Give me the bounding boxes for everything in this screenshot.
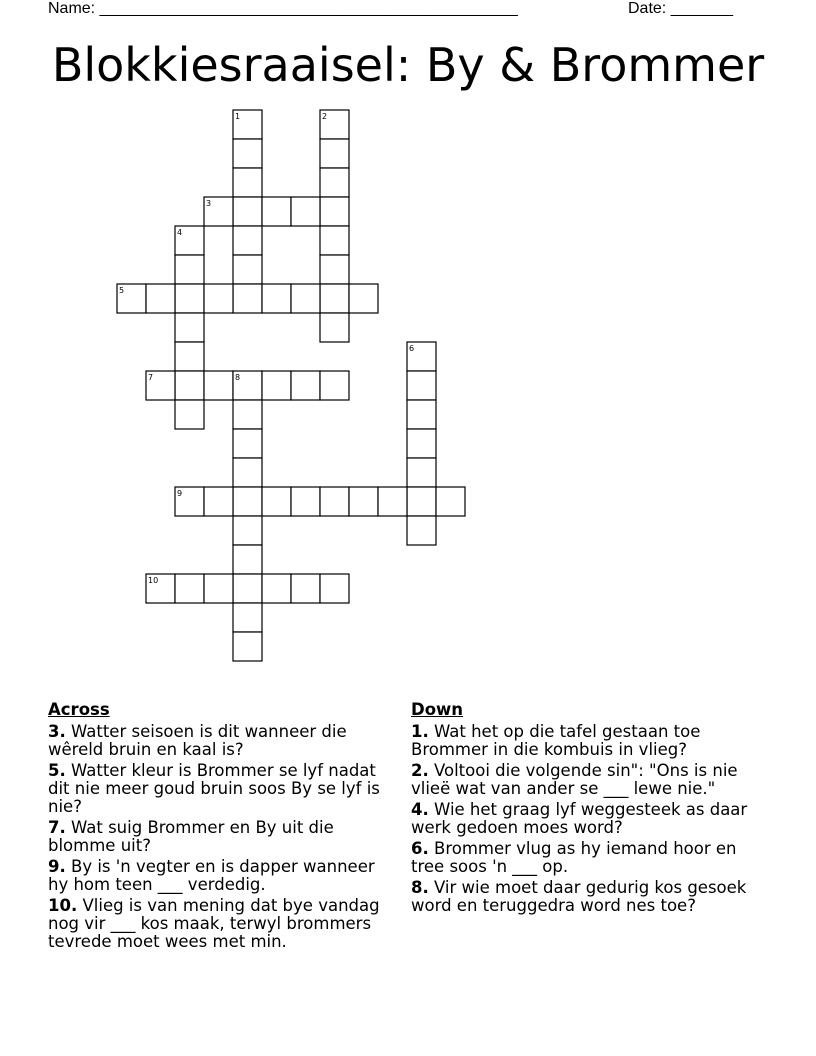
grid-cell[interactable]	[407, 516, 436, 545]
grid-cell[interactable]	[320, 226, 349, 255]
cell-number: 8	[235, 373, 241, 382]
clue-text: Vlieg is van mening dat bye vandag nog vir ___ kos maak, terwyl brommers tevrede moet wees met min.	[48, 896, 380, 951]
across-heading: Across	[48, 700, 110, 719]
clue-number: 8.	[411, 878, 429, 897]
grid-cell[interactable]	[291, 574, 320, 603]
clue-number: 4.	[411, 800, 429, 819]
clue-text: Watter seisoen is dit wanneer die wêreld bruin en kaal is?	[48, 722, 347, 759]
clue-text: Wie het graag lyf weggesteek as daar werk gedoen moes word?	[411, 800, 748, 837]
clue-text: Voltooi die volgende sin": "Ons is nie vlieë wat van ander se ___ lewe nie."	[411, 761, 738, 798]
grid-cell[interactable]	[407, 487, 436, 516]
grid-cell[interactable]	[291, 487, 320, 516]
across-clue	[48, 723, 388, 759]
across-clue	[48, 858, 388, 894]
grid-cell[interactable]	[175, 284, 204, 313]
grid-cell[interactable]	[407, 429, 436, 458]
grid-cell[interactable]	[233, 139, 262, 168]
clue-number: 6.	[411, 839, 429, 858]
grid-cell[interactable]	[320, 255, 349, 284]
grid-cell[interactable]	[320, 487, 349, 516]
grid-cell[interactable]	[233, 168, 262, 197]
grid-cell[interactable]	[320, 313, 349, 342]
grid-cell[interactable]	[320, 139, 349, 168]
clue-number: 3.	[48, 722, 66, 741]
across-clue	[48, 897, 388, 951]
clue-text: Brommer vlug as hy iemand hoor en tree soos 'n ___ op.	[411, 839, 737, 876]
grid-cell[interactable]	[204, 284, 233, 313]
grid-cell[interactable]	[262, 197, 291, 226]
clue-text: Watter kleur is Brommer se lyf nadat dit nie meer goud bruin soos By se lyf is nie?	[48, 761, 380, 816]
cell-number: 3	[206, 199, 212, 208]
grid-cell[interactable]	[407, 458, 436, 487]
grid-cell[interactable]	[233, 545, 262, 574]
down-heading: Down	[411, 700, 464, 719]
down-clue	[411, 762, 761, 798]
clue-number: 7.	[48, 818, 66, 837]
grid-cell[interactable]	[291, 197, 320, 226]
grid-cell[interactable]	[204, 371, 233, 400]
grid-cell[interactable]	[233, 284, 262, 313]
grid-cell[interactable]	[320, 574, 349, 603]
clue-number: 5.	[48, 761, 66, 780]
cell-number: 5	[119, 286, 125, 295]
grid-cell[interactable]	[378, 487, 407, 516]
cell-number: 7	[148, 373, 154, 382]
clue-text: Wat het op die tafel gestaan toe Brommer in die kombuis in vlieg?	[411, 722, 701, 759]
down-clue	[411, 840, 761, 876]
cell-number: 2	[322, 112, 328, 121]
grid-cell[interactable]	[175, 313, 204, 342]
clue-number: 9.	[48, 857, 66, 876]
clue-text: Vir wie moet daar gedurig kos gesoek word en teruggedra word nes toe?	[411, 878, 747, 915]
down-clue	[411, 801, 761, 837]
grid-cell[interactable]	[146, 284, 175, 313]
grid-cell[interactable]	[233, 487, 262, 516]
cell-number: 1	[235, 112, 241, 121]
grid-cell[interactable]	[407, 400, 436, 429]
grid-cell[interactable]	[291, 371, 320, 400]
grid-cell[interactable]	[320, 168, 349, 197]
grid-cell[interactable]	[204, 487, 233, 516]
across-clues	[48, 701, 388, 954]
grid-cell[interactable]	[262, 284, 291, 313]
grid-cell[interactable]	[291, 284, 320, 313]
grid-cell[interactable]	[175, 371, 204, 400]
grid-cell[interactable]	[320, 371, 349, 400]
cell-number: 10	[148, 576, 159, 585]
grid-cell[interactable]	[262, 574, 291, 603]
down-clues	[411, 701, 761, 918]
clue-number: 10.	[48, 896, 78, 915]
across-clue	[48, 819, 388, 855]
down-clue	[411, 879, 761, 915]
grid-cell[interactable]	[233, 400, 262, 429]
grid-cell[interactable]	[349, 284, 378, 313]
grid-cell[interactable]	[320, 284, 349, 313]
clue-number: 1.	[411, 722, 429, 741]
grid-cell[interactable]	[233, 458, 262, 487]
grid-cell[interactable]	[175, 400, 204, 429]
cell-number: 6	[409, 344, 415, 353]
grid-cell[interactable]	[233, 574, 262, 603]
down-clue	[411, 723, 761, 759]
grid-cell[interactable]	[320, 197, 349, 226]
across-clue	[48, 762, 388, 816]
grid-cell[interactable]	[262, 371, 291, 400]
grid-cell[interactable]	[233, 429, 262, 458]
grid-cell[interactable]	[233, 516, 262, 545]
clue-text: By is 'n vegter en is dapper wanneer hy hom teen ___ verdedig.	[48, 857, 375, 894]
grid-cell[interactable]	[175, 574, 204, 603]
grid-cell[interactable]	[233, 226, 262, 255]
cell-number: 4	[177, 228, 183, 237]
grid-cell[interactable]	[233, 603, 262, 632]
clue-number: 2.	[411, 761, 429, 780]
grid-cell[interactable]	[204, 574, 233, 603]
cell-number: 9	[177, 489, 183, 498]
grid-cell[interactable]	[233, 197, 262, 226]
grid-cell[interactable]	[436, 487, 465, 516]
grid-cell[interactable]	[349, 487, 378, 516]
name-field[interactable]: Name: _______________________________________________	[48, 0, 518, 17]
page-title: Blokkiesraaisel: By & Brommer	[51, 38, 765, 92]
grid-cell[interactable]	[175, 255, 204, 284]
grid-cell[interactable]	[175, 342, 204, 371]
date-field[interactable]: Date: _______	[628, 0, 733, 17]
grid-cell[interactable]	[233, 632, 262, 661]
grid-cell[interactable]	[233, 255, 262, 284]
grid-cell[interactable]	[407, 371, 436, 400]
clue-text: Wat suig Brommer en By uit die blomme uit?	[48, 818, 334, 855]
grid-cell[interactable]	[262, 487, 291, 516]
